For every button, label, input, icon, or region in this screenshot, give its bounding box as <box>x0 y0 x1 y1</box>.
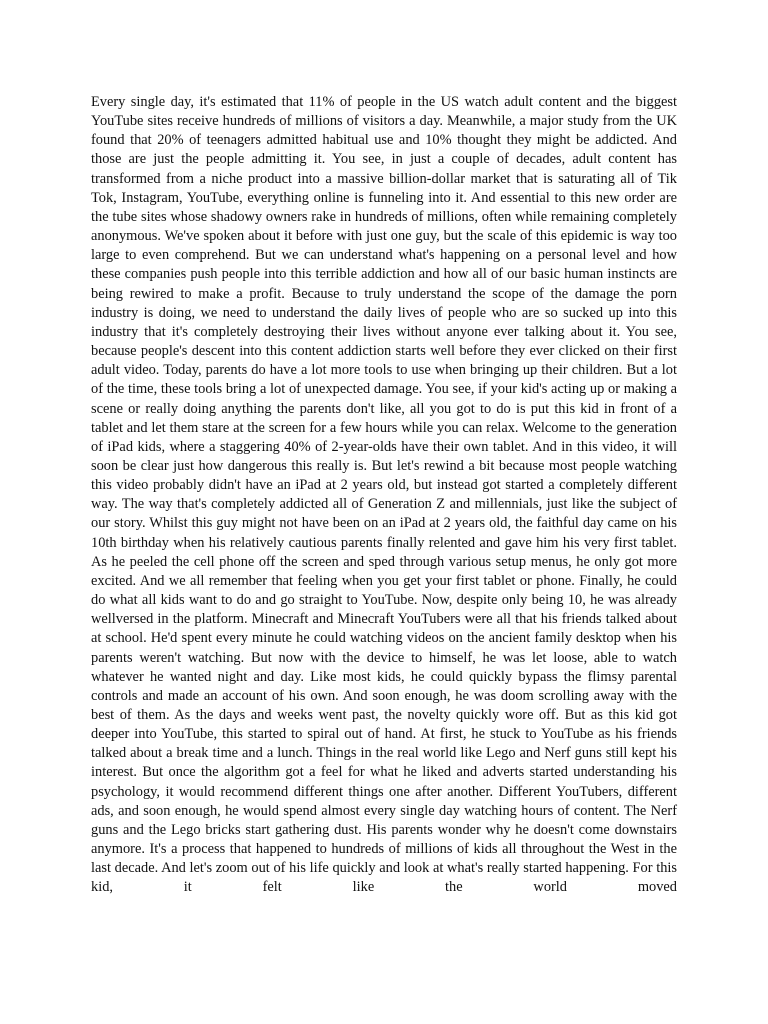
body-paragraph: Every single day, it's estimated that 11% of people in the US watch adult content and the biggest YouTube sites receive hundreds of millions of visitors a day. Meanwhile, a major study from the UK found that 20% of teenagers admitted habitual use and 10% thought they might be addicted. And those are just the people admitting it. You see, in just a couple of decades, adult content has transformed from a niche product into a massive billion-dollar market that is saturating all of Tik Tok, Instagram, YouTube, everything online is funneling into it. And essential to this new order are the tube sites whose shadowy owners rake in hundreds of millions, often while remaining completely anonymous. We've spoken about it before with just one guy, but the scale of this epidemic is way too large to even comprehend. But we can understand what's happening on a personal level and how these companies push people into this terrible addiction and how all of our basic human instincts are being rewired to make a profit. Because to truly understand the scope of the damage the porn industry is doing, we need to understand the daily lives of people who are so sucked up into this industry that it's completely destroying their lives without anyone ever talking about it. You see, because people's descent into this content addiction starts well before they ever clicked on their first adult video. Today, parents do have a lot more tools to use when bringing up their children. But a lot of the time, these tools bring a lot of unexpected damage. You see, if your kid's acting up or making a scene or really doing anything the parents don't like, all you got to do is put this kid in front of a tablet and let them stare at the screen for a few hours while you can relax. Welcome to the generation of iPad kids, where a staggering 40% of 2-year-olds have their own tablet. And in this video, it will soon be clear just how dangerous this really is. But let's rewind a bit because most people watching this video probably didn't have an iPad at 2 years old, but instead got started a completely different way. The way that's completely addicted all of Generation Z and millennials, just like the subject of our story. Whilst this guy might not have been on an iPad at 2 years old, the faithful day came on his 10th birthday when his relatively cautious parents finally relented and gave him his very first tablet. As he peeled the cell phone off the screen and sped through various setup menus, he only got more excited. And we all remember that feeling when you get your first tablet or phone. Finally, he could do what all kids want to do and go straight to YouTube. Now, despite only being 10, he was already wellversed in the platform. Minecraft and Minecraft YouTubers were all that his friends talked about at school. He'd spent every minute he could watching videos on the ancient family desktop when his parents weren't watching. But now with the device to himself, he was let loose, able to watch whatever he wanted night and day. Like most kids, he could quickly bypass the flimsy parental controls and made an account of his own. And soon enough, he was doom scrolling away with the best of them. As the days and weeks went past, the novelty quickly wore off. But as this kid got deeper into YouTube, this started to spiral out of hand. At first, he stuck to YouTube as his friends talked about a break time and a lunch. Things in the real world like Lego and Nerf guns still kept his interest. But once the algorithm got a feel for what he liked and adverts started understanding his psychology, it would recommend different things one after another. Different YouTubers, different ads, and soon enough, he would spend almost every single day watching hours of content. The Nerf guns and the Lego bricks start gathering dust. His parents wonder why he doesn't come downstairs anymore. It's a process that happened to hundreds of millions of kids all throughout the West in the last decade. And let's zoom out of his life quickly and look at what's really started happening. For this kid, it felt like the world moved <box>91 94 677 896</box>
